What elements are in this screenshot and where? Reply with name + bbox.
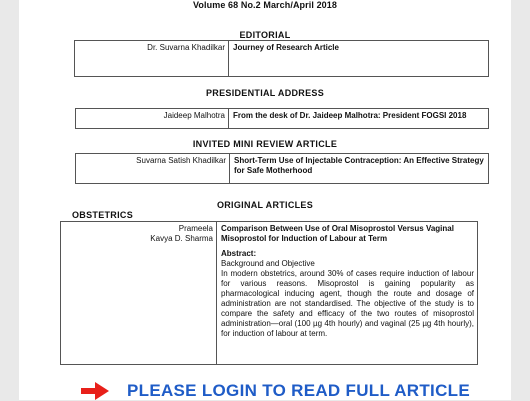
article-title[interactable]: Journey of Research Article	[229, 41, 489, 77]
editorial-entry	[74, 40, 489, 77]
article-title[interactable]: Comparison Between Use of Oral Misoprostol Versus Vaginal Misoprostol for Induction of Labour at Term	[221, 224, 454, 243]
author-name: Prameela	[178, 224, 213, 233]
abstract-label: Abstract:	[221, 249, 257, 258]
abstract-subheading: Background and Objective	[221, 259, 315, 268]
section-heading-presidential-address: PRESIDENTIAL ADDRESS	[205, 88, 325, 98]
article-title[interactable]: From the desk of Dr. Jaideep Malhotra: President FOGSI 2018	[229, 109, 489, 129]
right-arrow-icon	[81, 381, 109, 401]
journal-page	[19, 0, 511, 400]
section-heading-invited-review: INVITED MINI REVIEW ARTICLE	[192, 139, 338, 149]
author-cell	[76, 109, 229, 129]
author-name: Kavya D. Sharma	[150, 234, 213, 243]
subsection-heading-obstetrics: OBSTETRICS	[72, 210, 134, 220]
article-title[interactable]: Short-Term Use of Injectable Contraception: An Effective Strategy for Safe Motherhood	[230, 154, 489, 184]
author-name: Jaideep Malhotra	[163, 111, 225, 120]
author-cell	[75, 41, 229, 77]
invited-review-entry	[75, 153, 489, 184]
article-cell	[217, 222, 478, 365]
author-cell	[61, 222, 217, 365]
section-heading-editorial: EDITORIAL	[239, 30, 291, 40]
author-name: Suvarna Satish Khadilkar	[136, 156, 226, 165]
abstract-text: In modern obstetrics, around 30% of cases require induction of labour for various reasons. Misoprostol is gaining popularity as pharmacological inducing agent, though the route and dosage of administration are not standardised. The objective of the study is to compare the safety and efficacy of the two routes of misoprostol administration—oral (100 µg 4th hourly) and vaginal (25 µg 4th hourly), for induction of labour at term.	[221, 269, 474, 338]
author-name: Dr. Suvarna Khadilkar	[147, 43, 225, 52]
section-heading-original-articles: ORIGINAL ARTICLES	[216, 200, 314, 210]
login-cta[interactable]	[81, 381, 470, 401]
login-to-read-link[interactable]: PLEASE LOGIN TO READ FULL ARTICLE	[127, 381, 470, 400]
presidential-entry	[75, 108, 489, 129]
author-cell	[76, 154, 230, 184]
volume-header: Volume 68 No.2 March/April 2018	[193, 0, 337, 10]
original-article-entry	[60, 221, 478, 365]
